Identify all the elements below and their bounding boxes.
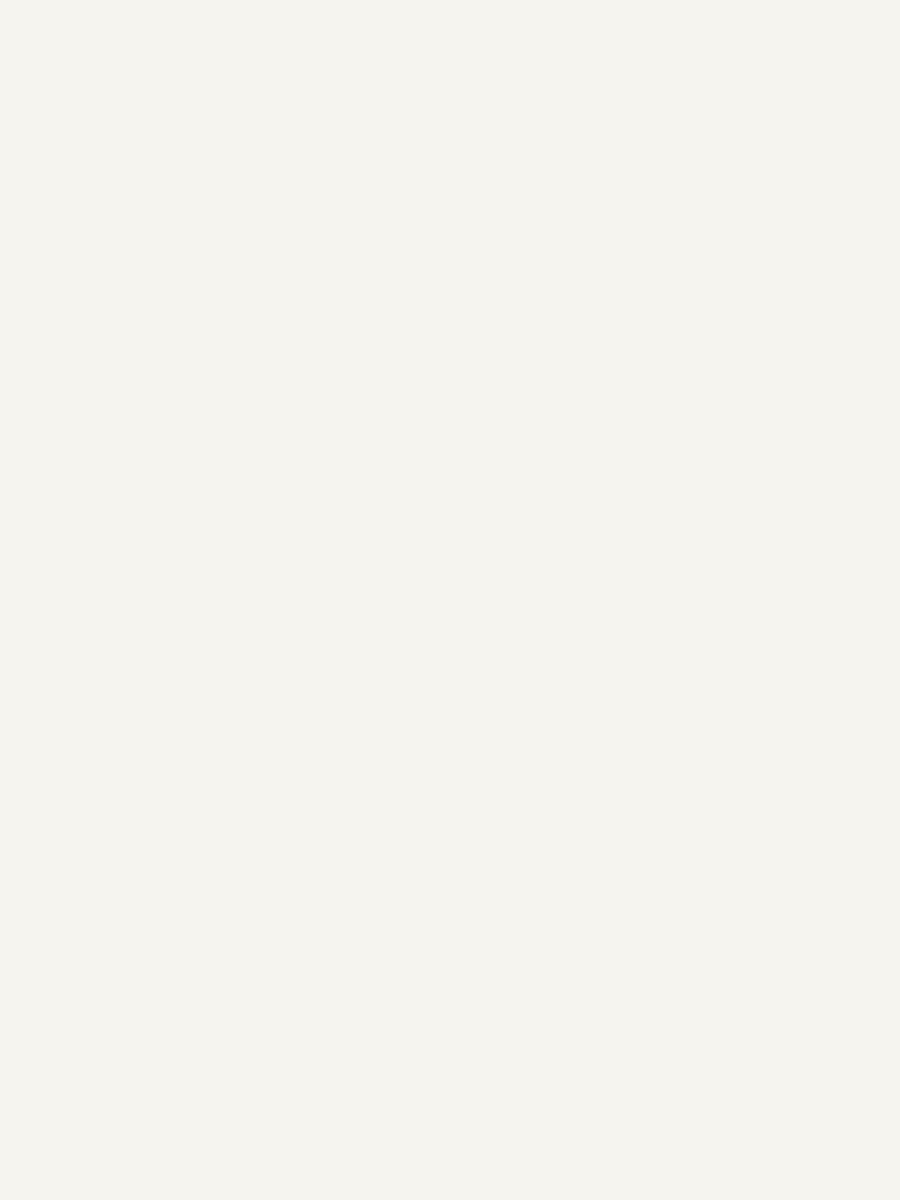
chapter-title <box>104 76 849 122</box>
table-of-contents <box>104 76 849 122</box>
